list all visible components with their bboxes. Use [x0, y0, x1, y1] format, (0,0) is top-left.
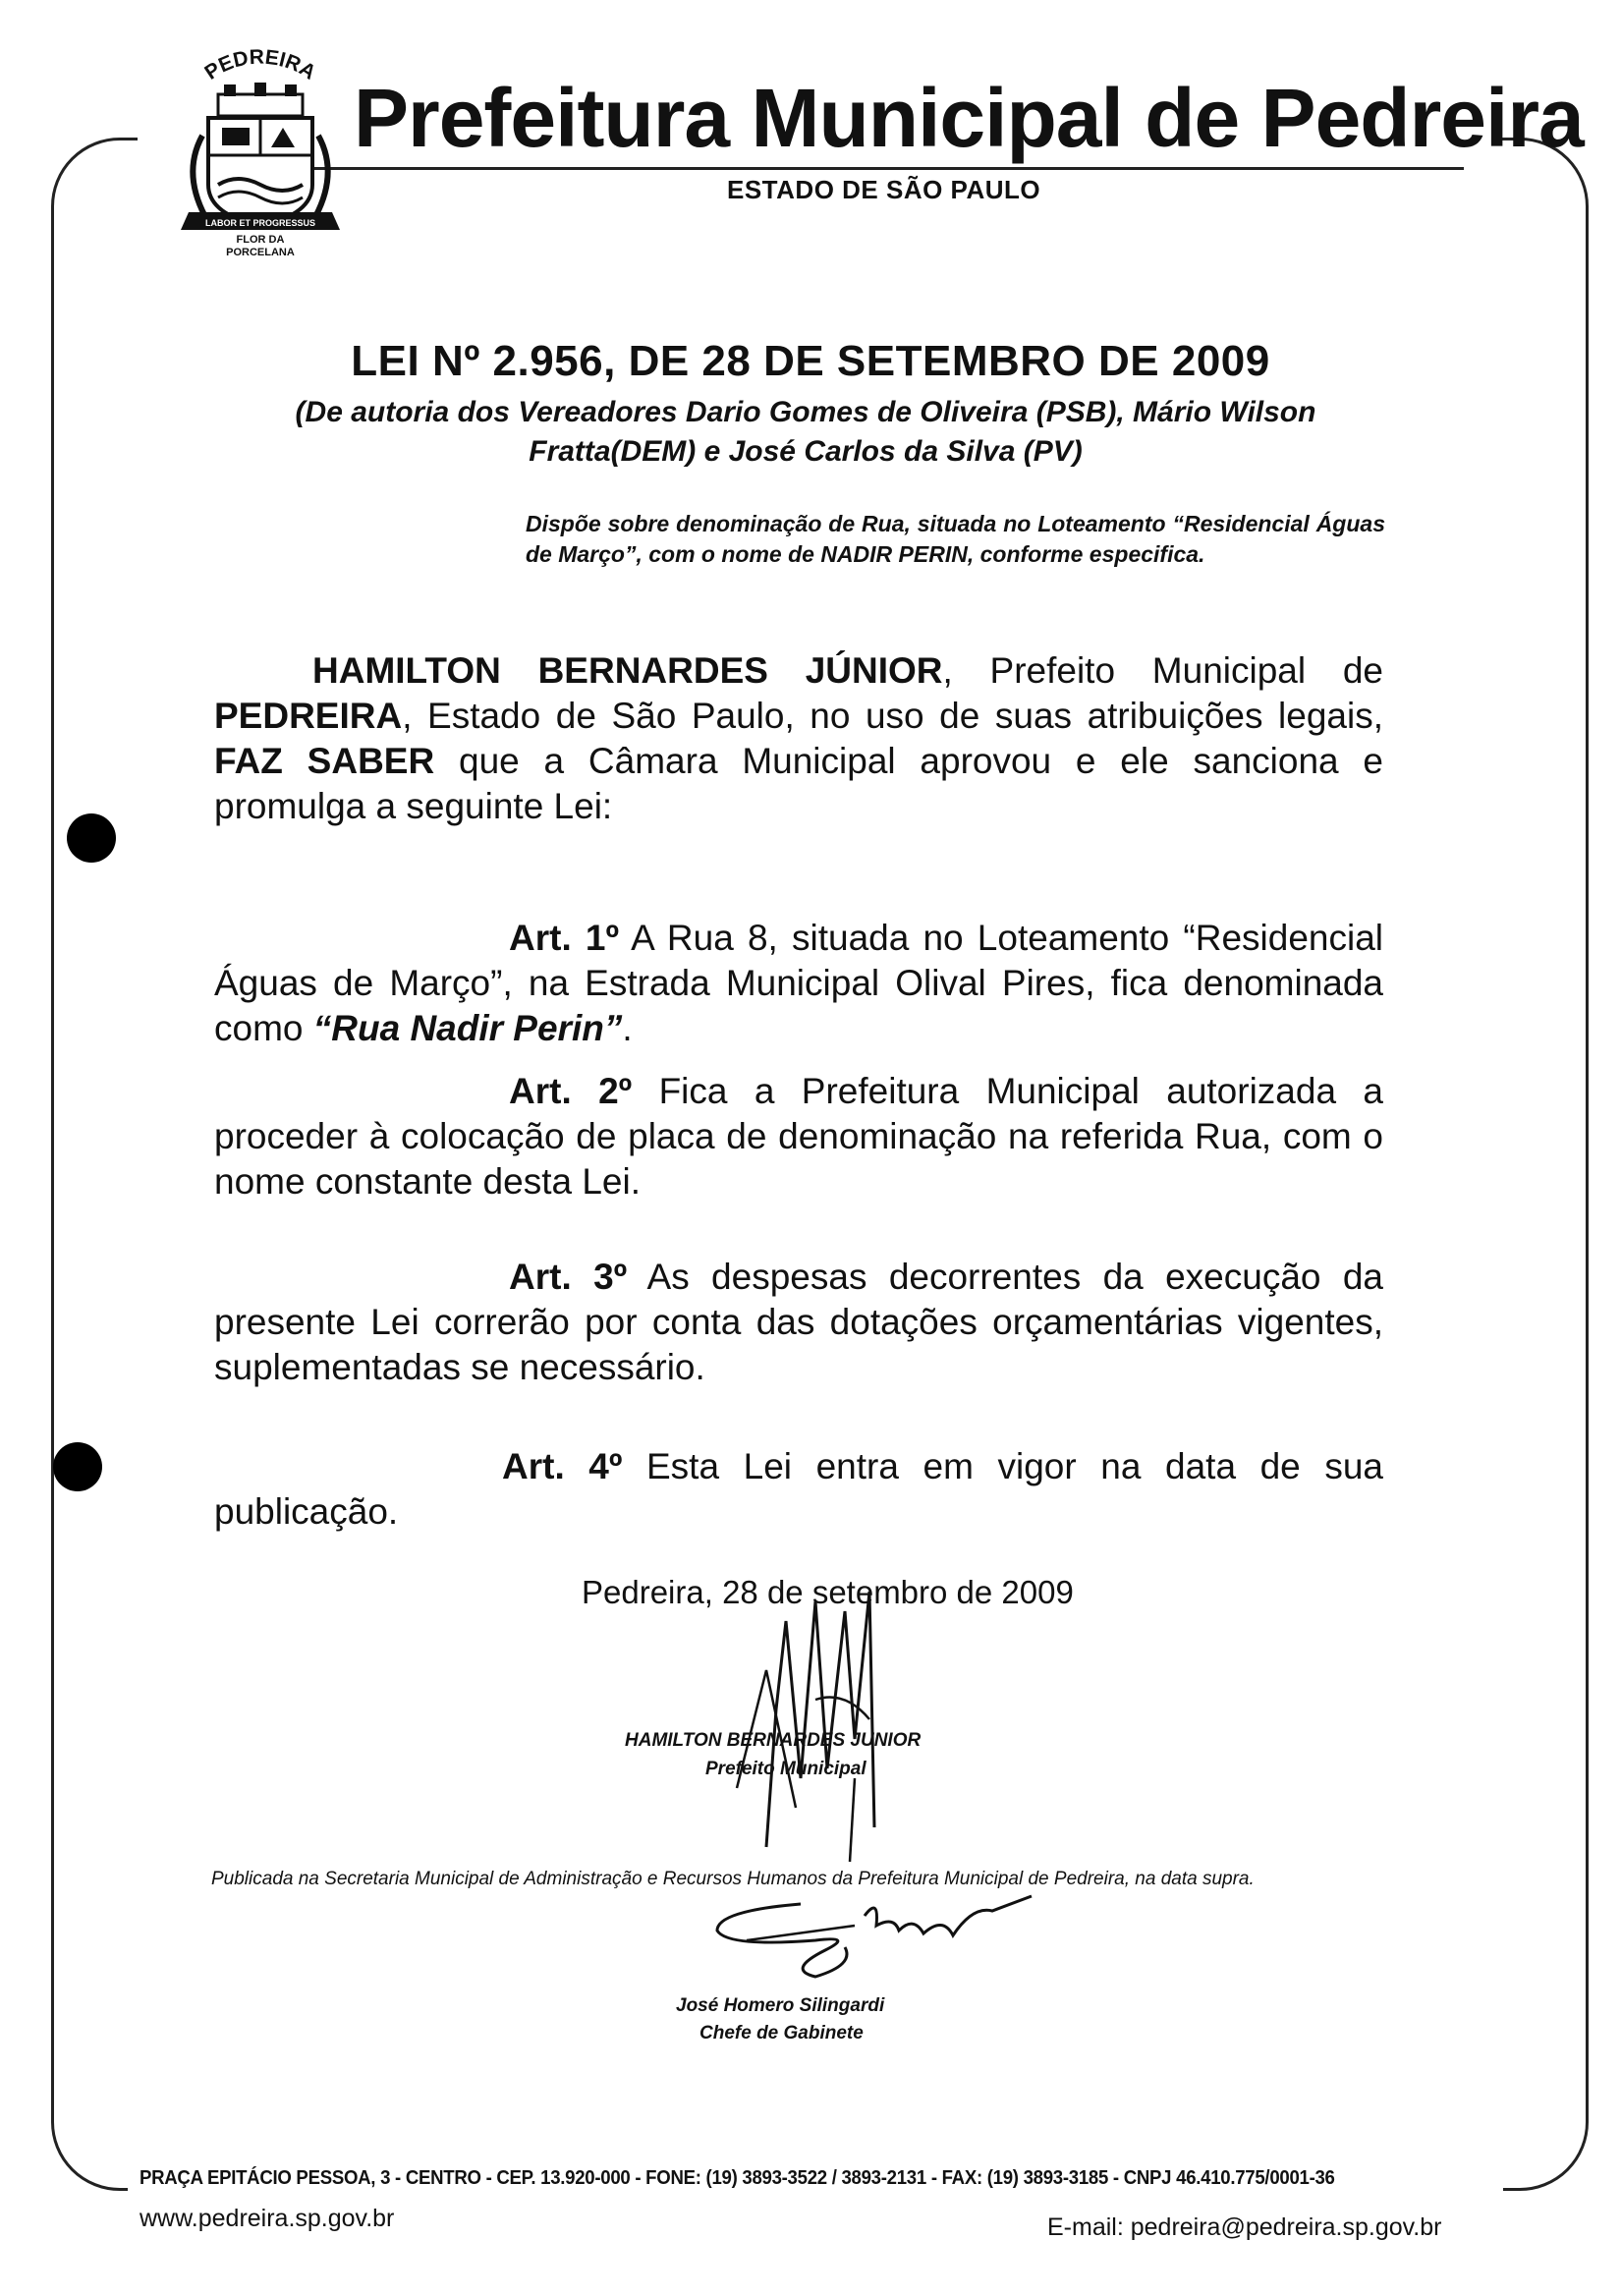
- header-rule: [314, 167, 1464, 170]
- article-4: Art. 4º Esta Lei entra em vigor na data de sua publicação.: [214, 1446, 1384, 1532]
- svg-text:PEDREIRA: PEDREIRA: [200, 45, 320, 84]
- faz-saber: FAZ SABER: [214, 741, 435, 781]
- svg-text:PORCELANA: PORCELANA: [226, 247, 295, 258]
- chief-signature-name: José Homero Silingardi: [676, 1995, 885, 2016]
- publication-note: Publicada na Secretaria Municipal de Administração e Recursos Humanos da Prefeitura Municipal de Pedreira, na data supra.: [211, 1869, 1255, 1889]
- mayor-signature: [707, 1582, 923, 1867]
- street-name-emphasis: “Rua Nadir Perin”: [312, 1008, 623, 1048]
- footer-website: www.pedreira.sp.gov.br: [140, 2205, 395, 2232]
- punch-hole-mark: [53, 1442, 102, 1491]
- law-authors: (De autoria dos Vereadores Dario Gomes de Oliveira (PSB), Mário Wilson Fratta(DEM) e José Carlos da Silva (PV): [295, 396, 1316, 468]
- preamble-paragraph: HAMILTON BERNARDES JÚNIOR, Prefeito Municipal de PEDREIRA, Estado de São Paulo, no uso de suas atribuições legais, FAZ SABER que a Câmara Municipal aprovou e ele sanciona e promulga a seguinte Lei:: [214, 650, 1383, 826]
- crest-icon: [167, 37, 354, 258]
- mayor-signature-name: HAMILTON BERNARDES JUNIOR: [625, 1730, 922, 1751]
- svg-text:LABOR ET PROGRESSUS: LABOR ET PROGRESSUS: [204, 218, 316, 228]
- mayor-signature-role: Prefeito Municipal: [705, 1759, 866, 1779]
- footer-email: E-mail: pedreira@pedreira.sp.gov.br: [1047, 2213, 1442, 2241]
- chief-signature: [707, 1886, 1051, 1985]
- article-label: Art. 1º: [509, 918, 619, 958]
- city-name-inline: PEDREIRA: [214, 696, 403, 736]
- law-summary: Dispõe sobre denominação de Rua, situada no Loteamento “Residencial Águas de Março”, com o nome de NADIR PERIN, conforme especifica.: [526, 511, 1385, 567]
- article-1: Art. 1º A Rua 8, situada no Loteamento “Residencial Águas de Março”, na Estrada Municipal Olival Pires, fica denominada como “Rua Nadir Perin”.: [214, 918, 1383, 1048]
- svg-text:FLOR DA: FLOR DA: [236, 234, 285, 246]
- place-date: Pedreira, 28 de setembro de 2009: [582, 1574, 1074, 1610]
- article-2: Art. 2º Fica a Prefeitura Municipal autorizada a proceder à colocação de placa de denominação na referida Rua, com o nome constante desta Lei.: [214, 1071, 1383, 1202]
- article-label: Art. 2º: [509, 1071, 633, 1111]
- article-3: Art. 3º As despesas decorrentes da execução da presente Lei correrão por conta das dotações orçamentárias vigentes, suplementadas se necessário.: [214, 1257, 1384, 1387]
- mayor-name-inline: HAMILTON BERNARDES JÚNIOR: [312, 650, 943, 691]
- chief-signature-role: Chefe de Gabinete: [699, 2023, 864, 2044]
- footer-address: PRAÇA EPITÁCIO PESSOA, 3 - CENTRO - CEP. 13.920-000 - FONE: (19) 3893-3522 / 3893-2131 - FAX: (19) 3893-3185 - CNPJ 46.410.775/0001-36: [140, 2167, 1335, 2189]
- article-label: Art. 4º: [502, 1446, 623, 1486]
- municipal-crest-logo: [167, 37, 354, 258]
- article-label: Art. 3º: [509, 1257, 628, 1297]
- organization-state: ESTADO DE SÃO PAULO: [727, 175, 1041, 204]
- organization-title: Prefeitura Municipal de Pedreira: [354, 72, 1584, 164]
- law-title: LEI Nº 2.956, DE 28 DE SETEMBRO DE 2009: [351, 337, 1270, 385]
- punch-hole-mark: [67, 813, 116, 863]
